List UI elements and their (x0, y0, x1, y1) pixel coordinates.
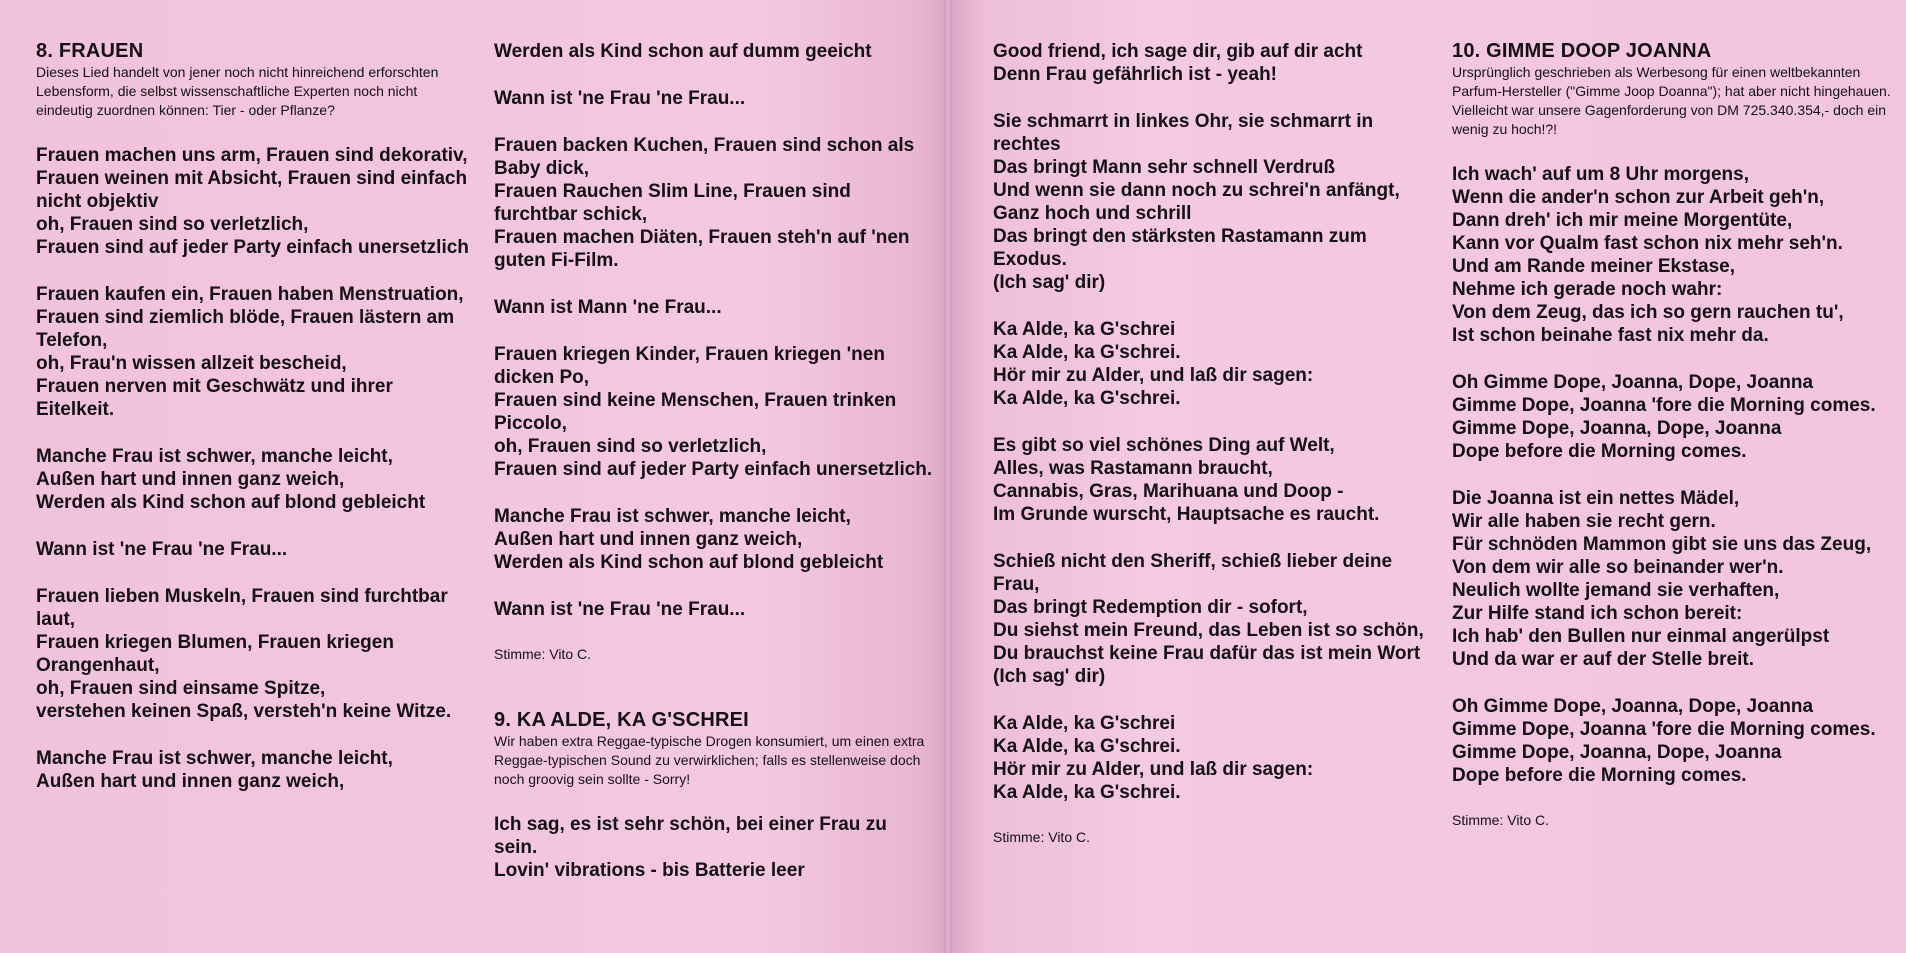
verse: Wann ist Mann 'ne Frau... (494, 297, 722, 318)
verse: Sie schmarrt in linkes Ohr, sie schmarrt in rechtes Das bringt Mann sehr schnell Verdruß Und wenn sie dann noch zu schrei'n anfängt, Ganz hoch und schrill Das bringt den stärksten Rastamann zum Exodus. (Ich sag' dir) (993, 111, 1400, 293)
voice-credit: Stimme: Vito C. (1452, 812, 1549, 828)
column-1 (36, 40, 476, 817)
song-title: 8. FRAUEN (36, 40, 144, 62)
verse: Ich sag, es ist sehr schön, bei einer Frau zu sein. Lovin' vibrations - bis Batterie leer (494, 814, 887, 881)
verse: Ka Alde, ka G'schrei Ka Alde, ka G'schrei. Hör mir zu Alder, und laß dir sagen: Ka Alde, ka G'schrei. (993, 319, 1314, 409)
verse: Werden als Kind schon auf dumm geeicht (494, 41, 872, 62)
song-title: 9. KA ALDE, KA G'SCHREI (494, 709, 749, 731)
verse: Ich wach' auf um 8 Uhr morgens, Wenn die ander'n schon zur Arbeit geh'n, Dann dreh' ich mir meine Morgentüte, Kann vor Qualm fast schon nix mehr seh'n. Und am Rande meiner Ekstase, Nehme ich gerade noch wahr: Von dem Zeug, das ich so gern rauchen tu', Ist schon beinahe fast nix mehr da. (1452, 164, 1844, 346)
verse: Oh Gimme Dope, Joanna, Dope, Joanna Gimme Dope, Joanna 'fore die Morning comes. Gimme Dope, Joanna, Dope, Joanna Dope before die Morning comes. (1452, 696, 1876, 786)
song-title: 10. GIMME DOOP JOANNA (1452, 40, 1712, 62)
verse: Frauen machen uns arm, Frauen sind dekorativ, Frauen weinen mit Absicht, Frauen sind einfach nicht objektiv oh, Frauen sind so verletzlich, Frauen sind auf jeder Party einfach unersetzlich (36, 145, 469, 258)
verse: Die Joanna ist ein nettes Mädel, Wir alle haben sie recht gern. Für schnöden Mammon gibt sie uns das Zeug, Von dem wir alle so beinander wer'n. Neulich wollte jemand sie verhaften, Zur Hilfe stand ich schon bereit: Ich hab' den Bullen nur einmal angerülpst Und da war er auf der Stelle breit. (1452, 488, 1872, 670)
song-intro: Wir haben extra Reggae-typische Drogen konsumiert, um einen extra Reggae-typischen Sound zu verwirklichen; falls es stellenweise doch noch groovig sein sollte - Sorry! (494, 733, 925, 787)
verse: Schieß nicht den Sheriff, schieß lieber deine Frau, Das bringt Redemption dir - sofort, Du siehst mein Freund, das Leben ist so schön, Du brauchst keine Frau dafür das ist mein Wort (Ich sag' dir) (993, 551, 1424, 687)
column-4 (1452, 40, 1892, 829)
booklet-spine (944, 0, 952, 953)
verse: Manche Frau ist schwer, manche leicht, Außen hart und innen ganz weich, Werden als Kind schon auf blond gebleicht (494, 506, 884, 573)
verse: Es gibt so viel schönes Ding auf Welt, Alles, was Rastamann braucht, Cannabis, Gras, Marihuana und Doop - Im Grunde wurscht, Hauptsache es raucht. (993, 435, 1380, 525)
verse: Wann ist 'ne Frau 'ne Frau... (494, 599, 746, 620)
verse: Frauen kaufen ein, Frauen haben Menstruation, Frauen sind ziemlich blöde, Frauen lästern am Telefon, oh, Frau'n wissen allzeit bescheid, Frauen nerven mit Geschwätz und ihrer Eitelkeit. (36, 284, 464, 420)
verse: Ka Alde, ka G'schrei Ka Alde, ka G'schrei. Hör mir zu Alder, und laß dir sagen: Ka Alde, ka G'schrei. (993, 713, 1314, 803)
verse: Wann ist 'ne Frau 'ne Frau... (36, 539, 288, 560)
song-intro: Dieses Lied handelt von jener noch nicht hinreichend erforschten Lebensform, die selbst wissenschaftliche Experten noch nicht eindeutig zuordnen können: Tier - oder Pflanze? (36, 64, 439, 118)
voice-credit: Stimme: Vito C. (993, 829, 1090, 845)
verse: Wann ist 'ne Frau 'ne Frau... (494, 88, 746, 109)
verse: Frauen kriegen Kinder, Frauen kriegen 'nen dicken Po, Frauen sind keine Menschen, Frauen trinken Piccolo, oh, Frauen sind so verletzlich, Frauen sind auf jeder Party einfach unersetzlich. (494, 344, 933, 480)
verse: Frauen backen Kuchen, Frauen sind schon als Baby dick, Frauen Rauchen Slim Line, Frauen sind furchtbar schick, Frauen machen Diäten, Frauen steh'n auf 'nen guten Fi-Film. (494, 135, 915, 271)
column-3 (993, 40, 1433, 846)
verse: Oh Gimme Dope, Joanna, Dope, Joanna Gimme Dope, Joanna 'fore die Morning comes. Gimme Dope, Joanna, Dope, Joanna Dope before die Morning comes. (1452, 372, 1876, 462)
song-intro: Ursprünglich geschrieben als Werbesong für einen weltbekannten Parfum-Hersteller ("Gimme Joop Doanna"); hat aber nicht hingehauen. Vielleicht war unsere Gagenforderung von DM 725.340.354,- doch ein wenig zu hoch!?! (1452, 64, 1891, 137)
voice-credit: Stimme: Vito C. (494, 646, 591, 662)
verse: Manche Frau ist schwer, manche leicht, Außen hart und innen ganz weich, Werden als Kind schon auf blond gebleicht (36, 446, 426, 513)
verse: Good friend, ich sage dir, gib auf dir acht Denn Frau gefährlich ist - yeah! (993, 41, 1363, 85)
verse: Manche Frau ist schwer, manche leicht, Außen hart und innen ganz weich, (36, 748, 393, 792)
column-2 (494, 40, 934, 906)
verse: Frauen lieben Muskeln, Frauen sind furchtbar laut, Frauen kriegen Blumen, Frauen kriegen Orangenhaut, oh, Frauen sind einsame Spitze, verstehen keinen Spaß, versteh'n keine Witze. (36, 586, 452, 722)
